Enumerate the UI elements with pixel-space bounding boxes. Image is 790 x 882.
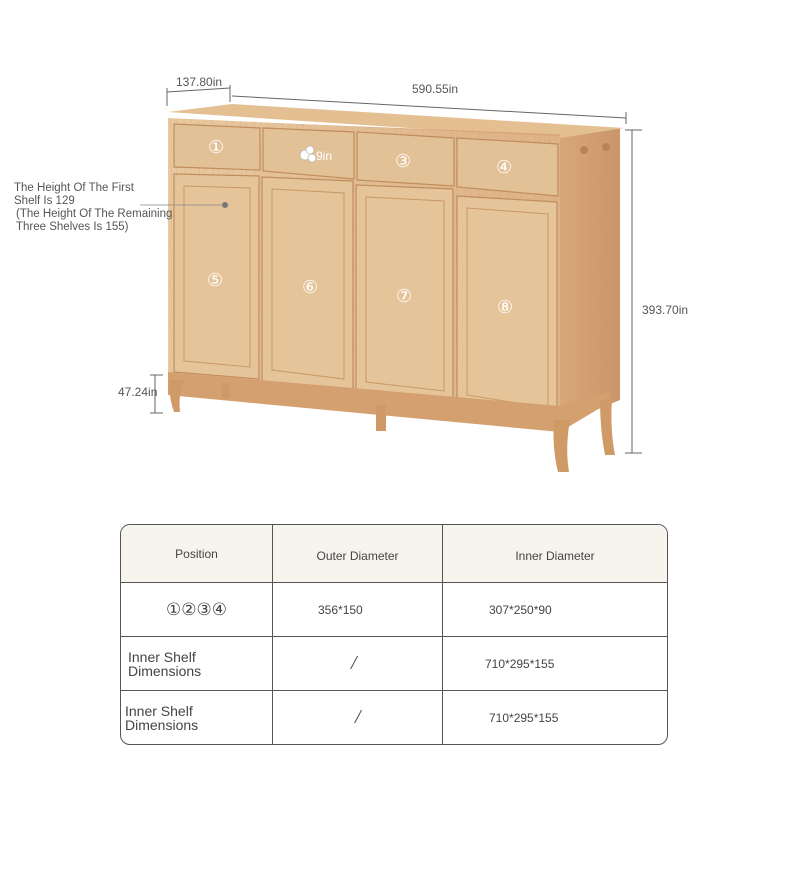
table-row (121, 637, 667, 691)
table-header-row (121, 525, 667, 583)
marker-4: ④ (496, 157, 513, 177)
marker-6: ⑥ (302, 277, 319, 297)
cell-position (121, 637, 273, 691)
position-text: Inner Shelf Dimensions (125, 702, 199, 733)
depth-label: 137.80in (176, 75, 223, 89)
width-label: 590.55in (412, 82, 459, 96)
shelf-note-line-2: Shelf Is 129 (14, 195, 75, 207)
dimensions-table (120, 524, 668, 745)
table-row (121, 691, 667, 744)
shelf-height-note (14, 182, 172, 234)
cell-position (121, 583, 273, 637)
outer-slash: / (355, 706, 361, 728)
marker-5: ⑤ (207, 270, 224, 290)
leg-front-right (554, 420, 571, 472)
marker-7: ⑦ (396, 286, 413, 306)
shelf-note-line-4: Three Shelves Is 155) (16, 221, 129, 233)
marker-1: ① (208, 137, 225, 157)
cabinet-side-panel (560, 128, 620, 425)
table-row (121, 583, 667, 637)
cell-position (121, 691, 273, 744)
cell-inner: 710*295*155 (443, 637, 667, 691)
cell-outer (273, 637, 443, 691)
position-text: Inner Shelf Dimensions (128, 648, 202, 679)
leg-back-left (222, 383, 230, 399)
cell-inner: 710*295*155 (489, 710, 559, 725)
shelf-note-line-3: (The Height Of The Remaining (16, 208, 173, 220)
marker-8: ⑧ (497, 297, 514, 317)
cell-outer (273, 691, 443, 744)
header-inner-diameter: Inner Diameter (443, 525, 667, 583)
leg-side-right (600, 398, 615, 455)
leg-height-label: 47.24in (118, 385, 158, 399)
height-label: 393.70in (642, 303, 689, 317)
drawer-size-label: 9in (316, 149, 333, 163)
outer-slash: / (351, 652, 357, 674)
marker-3: ③ (395, 151, 412, 171)
position-markers: ①②③④ (166, 599, 227, 619)
cell-outer: 356*150 (273, 583, 443, 637)
cell-inner: 307*250*90 (443, 583, 667, 637)
header-outer-diameter: Outer Diameter (273, 525, 443, 583)
leg-back-middle (376, 405, 386, 431)
height-dimension-line (625, 130, 642, 453)
shelf-note-line-1: The Height Of The First (14, 182, 134, 194)
header-position: Position (121, 525, 273, 583)
